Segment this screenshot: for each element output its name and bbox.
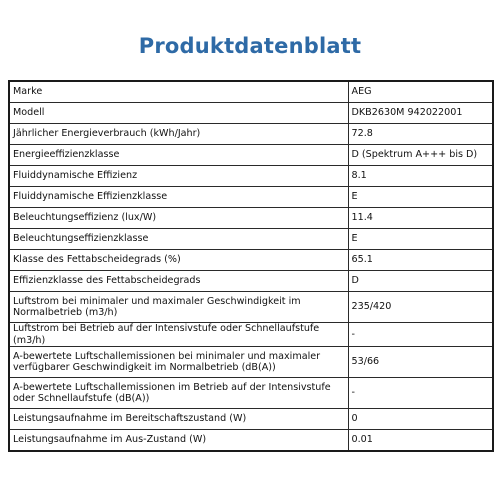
row-value: - <box>348 378 493 409</box>
row-label: Beleuchtungseffizienz (lux/W) <box>9 208 348 229</box>
table-row <box>9 378 493 409</box>
row-label: Energieeffizienzklasse <box>9 145 348 166</box>
table-row <box>9 323 493 347</box>
row-value: D (Spektrum A+++ bis D) <box>348 145 493 166</box>
row-value: DKB2630M 942022001 <box>348 103 493 124</box>
table-row <box>9 347 493 378</box>
row-value: - <box>348 323 493 347</box>
row-label: Marke <box>9 81 348 103</box>
row-value: D <box>348 271 493 292</box>
table-row <box>9 409 493 430</box>
row-label: A-bewertete Luftschallemissionen bei minimaler und maximaler verfügbarer Geschwindigkeit im Normalbetrieb (dB(A)) <box>9 347 348 378</box>
row-value: 53/66 <box>348 347 493 378</box>
table-row <box>9 124 493 145</box>
row-label: Modell <box>9 103 348 124</box>
table-row <box>9 229 493 250</box>
row-value: 0 <box>348 409 493 430</box>
table-row <box>9 250 493 271</box>
row-label: Leistungsaufnahme im Bereitschaftszustand (W) <box>9 409 348 430</box>
row-value: 11.4 <box>348 208 493 229</box>
row-label: Fluiddynamische Effizienz <box>9 166 348 187</box>
table-row <box>9 81 493 103</box>
row-label: Fluiddynamische Effizienzklasse <box>9 187 348 208</box>
row-label: Klasse des Fettabscheidegrads (%) <box>9 250 348 271</box>
table-row <box>9 166 493 187</box>
row-label: Luftstrom bei minimaler und maximaler Geschwindigkeit im Normalbetrieb (m3/h) <box>9 292 348 323</box>
row-value: E <box>348 229 493 250</box>
table-row <box>9 208 493 229</box>
row-label: Luftstrom bei Betrieb auf der Intensivstufe oder Schnellaufstufe (m3/h) <box>9 323 348 347</box>
row-label: Leistungsaufnahme im Aus-Zustand (W) <box>9 430 348 452</box>
row-value: 8.1 <box>348 166 493 187</box>
table-row <box>9 271 493 292</box>
table-row <box>9 430 493 452</box>
product-datasheet-table <box>8 80 494 452</box>
row-value: E <box>348 187 493 208</box>
table-row <box>9 145 493 166</box>
page-title: Produktdatenblatt <box>138 34 362 58</box>
table-row <box>9 103 493 124</box>
row-label: A-bewertete Luftschallemissionen im Betrieb auf der Intensivstufe oder Schnellaufstufe (dB(A)) <box>9 378 348 409</box>
table-row <box>9 292 493 323</box>
row-label: Effizienzklasse des Fettabscheidegrads <box>9 271 348 292</box>
table-row <box>9 187 493 208</box>
row-label: Beleuchtungseffizienzklasse <box>9 229 348 250</box>
row-value: 235/420 <box>348 292 493 323</box>
row-value: 0.01 <box>348 430 493 452</box>
row-value: 65.1 <box>348 250 493 271</box>
row-value: AEG <box>348 81 493 103</box>
row-value: 72.8 <box>348 124 493 145</box>
row-label: Jährlicher Energieverbrauch (kWh/Jahr) <box>9 124 348 145</box>
